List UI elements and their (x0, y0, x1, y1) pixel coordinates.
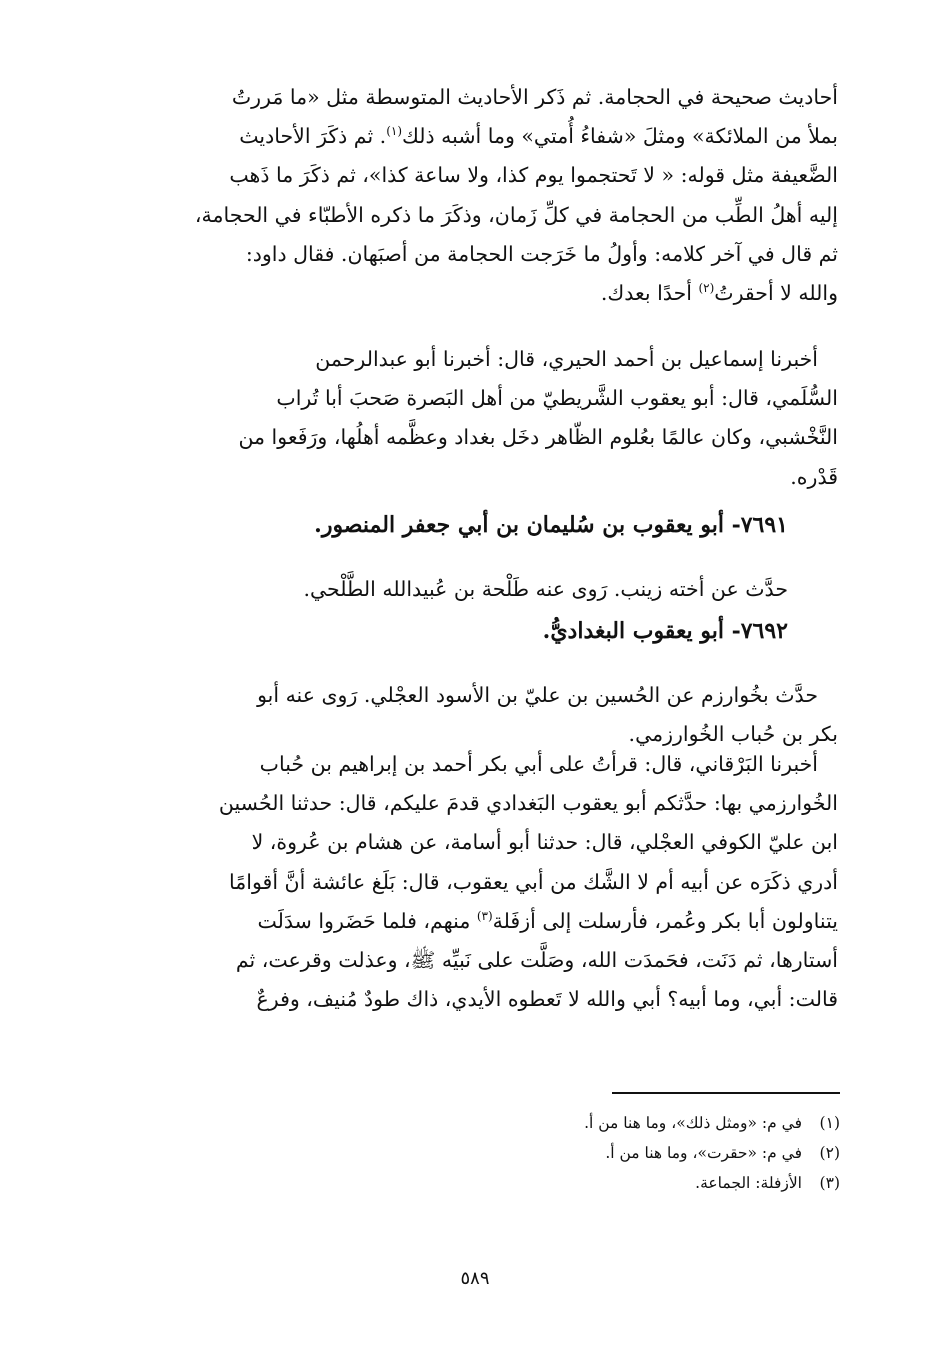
entry-text-7691 (148, 570, 788, 609)
text-line: بكر بن حُباب الخُوارزمي. (628, 722, 838, 747)
text-line: حدَّث عن أخته زينب. رَوى عنه طَلْحة بن عُبيدالله الطَّلْحي. (303, 577, 788, 601)
text-line: ابن عليّ الكوفي العجْلي، قال: حدثنا أبو أسامة، عن هشام بن عُروة، لا (251, 830, 838, 855)
footnote-number: (٢) (819, 1144, 840, 1162)
text-line: حدَّث بخُوارزم عن الحُسين بن عليّ بن الأسود العجْلي. رَوى عنه أبو (257, 683, 818, 707)
footnote-ref-2: (٢) (698, 281, 715, 296)
text-line: إليه أهلُ الطِّب من الحجامة في كلِّ زَمان، وذكَرَ ما ذكره الأطبّاء في الحجامة، (194, 202, 838, 227)
text-line: قالت: أبي، وما أبيه؟ أبي والله لا تَعطوه الأيدي، ذاك طودٌ مُنيف، وفرعٌ (256, 987, 838, 1012)
text-line: النَّخْشبي، وكان عالمًا بعُلوم الظّاهر دخَل بغداد وعظَّمه أهلُها، ورَفَعوا من (238, 425, 838, 450)
paragraph-hijama (110, 78, 838, 313)
paragraph-barqani (110, 745, 838, 1019)
footnotes (340, 1108, 840, 1198)
footnote-ref-3: (٣) (476, 908, 493, 923)
text-line: أخبرنا البَرْقاني، قال: قرأتُ على أبي بكر أحمد بن إبراهيم بن حُباب (259, 752, 818, 776)
footnote-3 (340, 1168, 840, 1198)
text-span: منهم، فلما حَضَروا سدَلَت (257, 908, 477, 933)
footnote-divider (612, 1092, 840, 1094)
footnote-2 (340, 1138, 840, 1168)
text-line: أدري ذكَرَه عن أبيه أم لا الشَّك من أبي يعقوب، قال: بَلَغ عائشة أنَّ أقوامًا (229, 869, 838, 894)
text-line: السُّلَمي، قال: أبو يعقوب الشَّريطيّ من أهل البَصرة صَحبَ أبا تُراب (276, 386, 838, 411)
footnote-ref-1: (١) (386, 124, 403, 139)
text-span: أحدًا بعدك. (600, 281, 699, 306)
footnote-number: (٣) (819, 1174, 840, 1192)
text-line: أحاديث صحيحة في الحجامة. ثم ذَكر الأحاديث المتوسطة مثل «ما مَررتُ (231, 85, 838, 109)
footnote-number: (١) (819, 1114, 840, 1132)
text-line: ثم قال في آخر كلامه: وأولُ ما خَرَجت الحجامة من أصبَهان. فقال داود: (245, 241, 838, 266)
entry-text-7692 (110, 676, 838, 754)
text-line: قَدْره. (790, 464, 838, 489)
text-line: الضَّعيفة مثل قوله: « لا تَحتجموا يوم كذا، ولا ساعة كذا»، ثم ذكَرَ ما ذَهب (229, 163, 838, 188)
text-line (110, 902, 838, 941)
text-span: . ثم ذكَرَ الأحاديث (239, 124, 387, 149)
entry-heading-7692: ٧٦٩٢- أبو يعقوب البغداديُّ. (542, 618, 788, 644)
text-span: والله لا أحقرتُ (714, 281, 838, 306)
text-line (110, 274, 838, 313)
text-span: بملأ من الملائكة» ومثلَ «شفاءُ أُمتي» وما أشبه ذلك (402, 124, 838, 149)
footnote-text: الأزفلة: الجماعة. (695, 1174, 802, 1192)
footnote-1 (340, 1108, 840, 1138)
entry-heading-7691: ٧٦٩١- أبو يعقوب بن سُليمان بن أبي جعفر المنصور. (314, 512, 788, 538)
paragraph-sulami (110, 340, 838, 497)
page-number: ٥٨٩ (460, 1268, 490, 1289)
footnote-text: في م: «ومثل ذلك»، وما هنا من أ. (584, 1114, 802, 1132)
text-span: يتناولون أبا بكر وعُمر، فأرسلت إلى أزفَلة (492, 908, 838, 933)
footnote-text: في م: «حقرت»، وما هنا من أ. (605, 1144, 802, 1162)
text-line: الخُوارزمي بها: حدَّثكم أبو يعقوب البَغدادي قدمَ عليكم، قال: حدثنا الحُسين (218, 791, 838, 816)
text-line (110, 117, 838, 156)
text-line: أستارها، ثم دَنَت، فحَمدَت الله، وصَلَّت على نَبيِّه ﷺ، وعذلت وقرعت، ثم (235, 948, 838, 973)
text-line: أخبرنا إسماعيل بن أحمد الحيري، قال: أخبرنا أبو عبدالرحمن (315, 347, 818, 371)
